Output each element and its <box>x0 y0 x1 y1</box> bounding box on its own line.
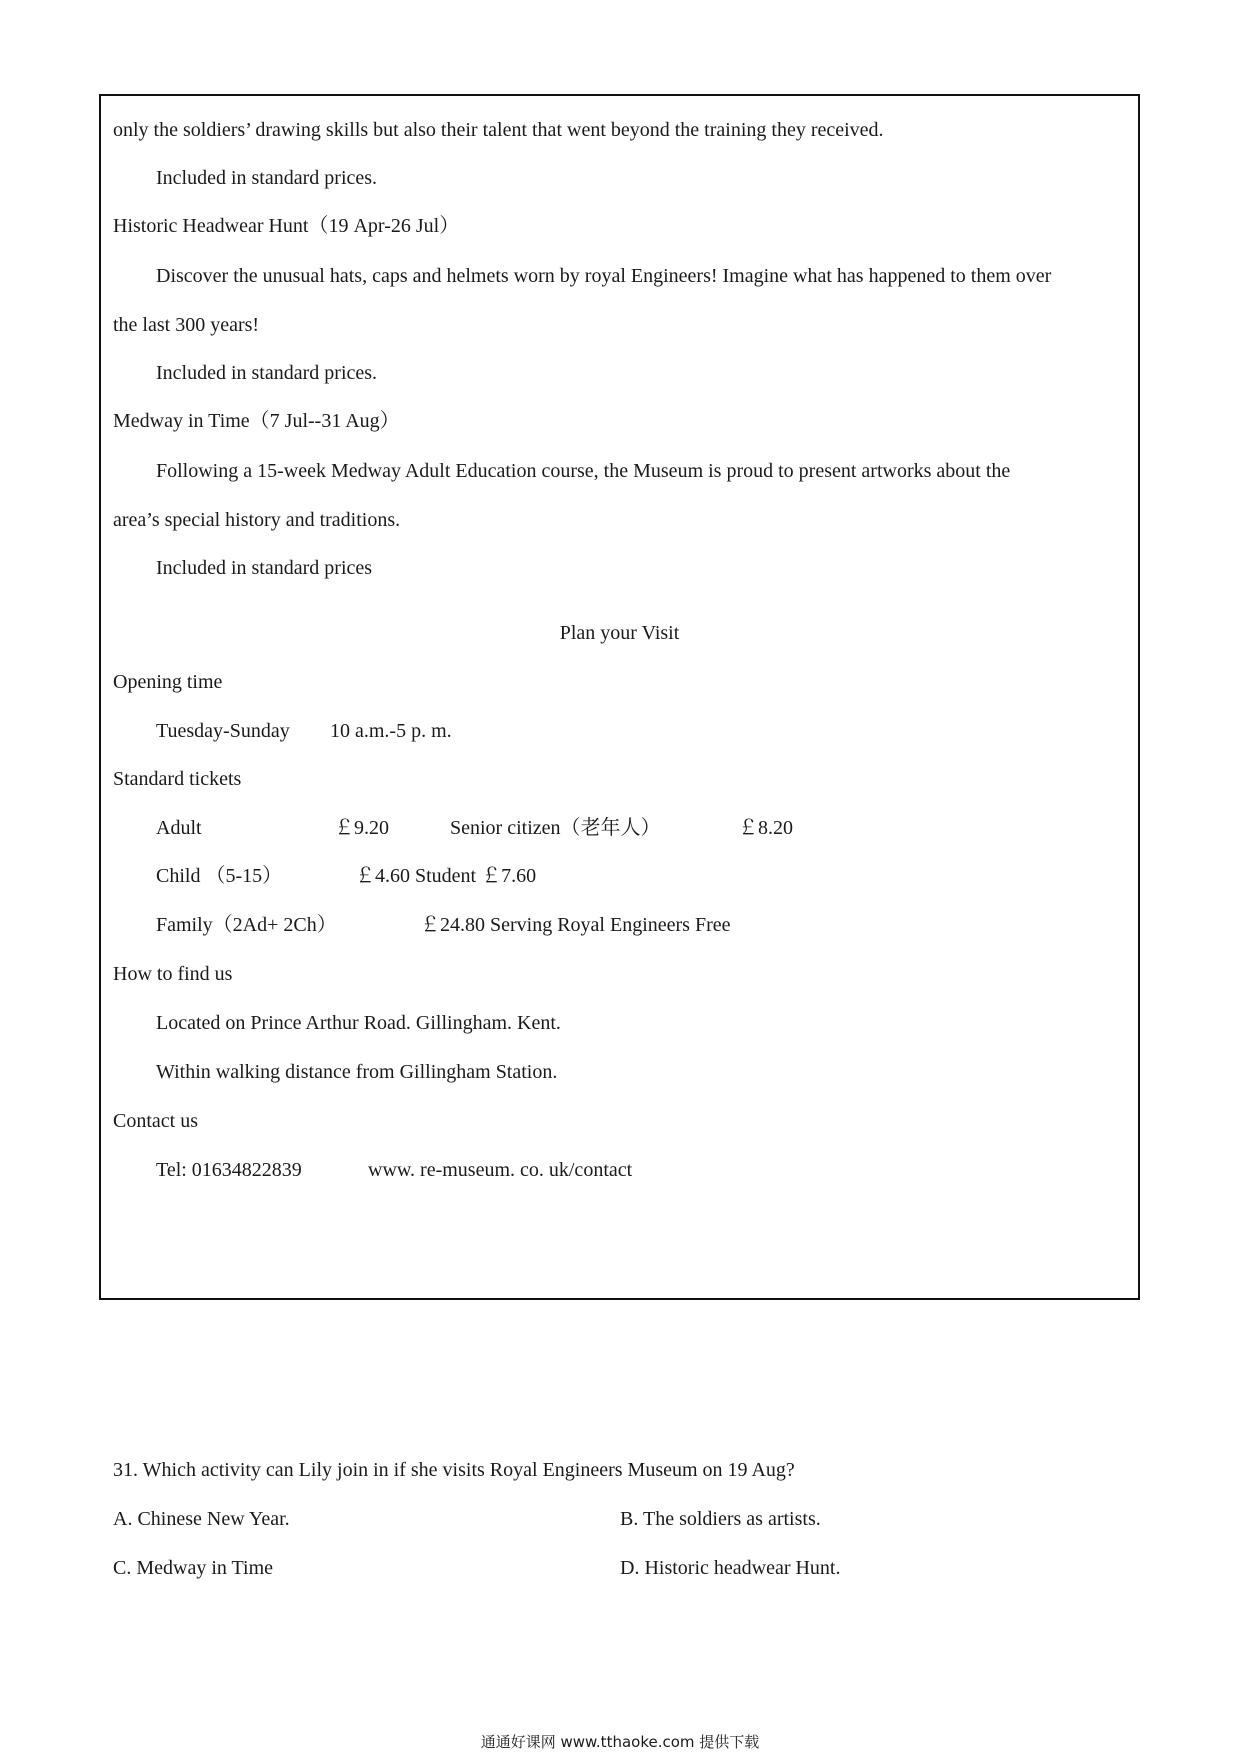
event-price-medway: Included in standard prices <box>156 557 373 579</box>
ticket-senior-label: Senior citizen（老年人） <box>450 817 661 839</box>
intro-continued: only the soldiers’ drawing skills but also their talent that went beyond the training they received. <box>113 119 884 141</box>
footer-watermark: 通通好课网 www.tthaoke.com 提供下载 <box>480 1733 760 1751</box>
event-desc-medway-1: Following a 15-week Medway Adult Education course, the Museum is proud to present artworks about the <box>156 460 1011 482</box>
tickets-label: Standard tickets <box>113 768 242 790</box>
plan-heading: Plan your Visit <box>559 622 680 644</box>
event-desc-headwear-1: Discover the unusual hats, caps and helmets worn by royal Engineers! Imagine what has happened to them over <box>156 265 1052 287</box>
option-b: B. The soldiers as artists. <box>620 1508 821 1530</box>
opening-days: Tuesday-Sunday <box>156 720 290 742</box>
opening-hours: 10 a.m.-5 p. m. <box>330 720 452 742</box>
find-line-1: Located on Prince Arthur Road. Gillingham. Kent. <box>156 1012 561 1034</box>
opening-label: Opening time <box>113 671 223 693</box>
question-stem: 31. Which activity can Lily join in if she visits Royal Engineers Museum on 19 Aug? <box>113 1459 795 1481</box>
event-desc-headwear-2: the last 300 years! <box>113 314 260 336</box>
find-line-2: Within walking distance from Gillingham Station. <box>156 1061 558 1083</box>
ticket-family-label: Family（2Ad+ 2Ch） <box>156 914 337 936</box>
intro-price: Included in standard prices. <box>156 167 378 189</box>
ticket-child-student-price: ￡4.60 Student ￡7.60 <box>355 865 537 887</box>
ticket-family-serving-price: ￡24.80 Serving Royal Engineers Free <box>420 914 731 936</box>
contact-website: www. re-museum. co. uk/contact <box>368 1159 633 1181</box>
ticket-adult-price: ￡9.20 <box>334 817 389 839</box>
event-title-headwear: Historic Headwear Hunt（19 Apr-26 Jul） <box>113 215 460 237</box>
ticket-senior-price: ￡8.20 <box>738 817 793 839</box>
find-label: How to find us <box>113 963 233 985</box>
event-price-headwear: Included in standard prices. <box>156 362 378 384</box>
event-desc-medway-2: area’s special history and traditions. <box>113 509 401 531</box>
option-d: D. Historic headwear Hunt. <box>620 1557 841 1579</box>
contact-tel: Tel: 01634822839 <box>156 1159 302 1181</box>
option-c: C. Medway in Time <box>113 1557 274 1579</box>
ticket-adult-label: Adult <box>156 817 202 839</box>
ticket-child-label: Child （5-15） <box>156 865 283 887</box>
contact-label: Contact us <box>113 1110 198 1132</box>
option-a: A. Chinese New Year. <box>113 1508 290 1530</box>
event-title-medway: Medway in Time（7 Jul--31 Aug） <box>113 410 400 432</box>
